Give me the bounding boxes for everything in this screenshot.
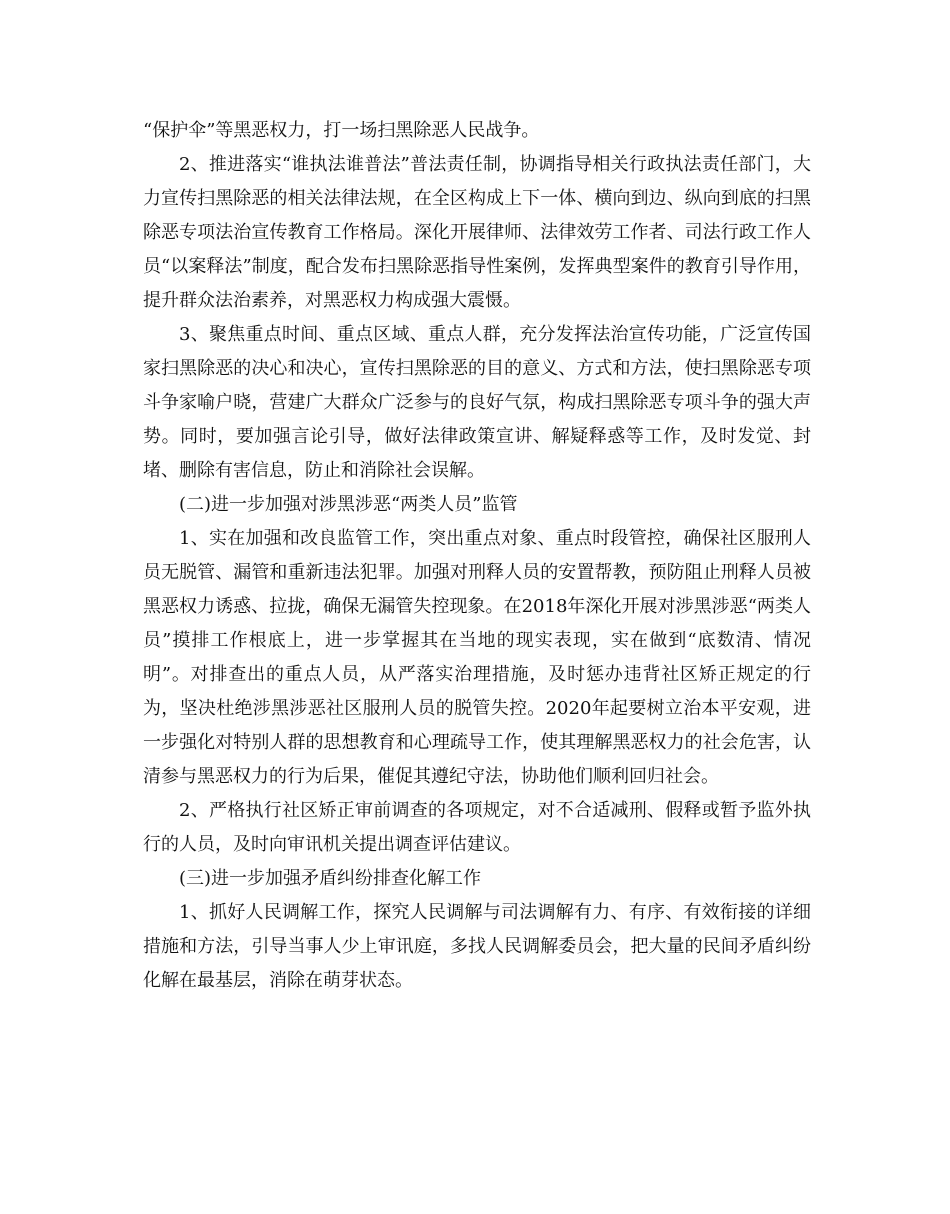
paragraph-supervision-2: 2、严格执行社区矫正审前调查的各项规定，对不合适减刑、假释或暂予监外执行的人员，及时向审讯机关提出调查评估建议。 <box>143 800 811 855</box>
paragraph-item-2-legal-education: 2、推进落实“谁执法谁普法”普法责任制，协调指导相关行政执法责任部门，大力宣传扫黑除恶的相关法律法规，在全区构成上下一体、横向到边、纵向到底的扫黑除恶专项法治宣传教育工作格局。深化开展律师、法律效劳工作者、司法行政工作人员“以案释法”制度，配合发布扫黑除恶指导性案例，发挥典型案件的教育引导作用，提升群众法治素养，对黑恶权力构成强大震慑。 <box>143 154 811 311</box>
section-heading-3: (三)进一步加强矛盾纠纷排查化解工作 <box>179 868 482 889</box>
section-heading-2: (二)进一步加强对涉黑涉恶“两类人员”监管 <box>179 494 518 515</box>
paragraph-item-3-publicity: 3、聚焦重点时间、重点区域、重点人群，充分发挥法治宣传功能，广泛宣传国家扫黑除恶的决心和决心，宣传扫黑除恶的目的意义、方式和方法，使扫黑除恶专项斗争家喻户晓，营建广大群众广泛参与的良好气氛，构成扫黑除恶专项斗争的强大声势。同时，要加强言论引导，做好法律政策宣讲、解疑释惑等工作，及时发觉、封堵、删除有害信息，防止和消除社会误解。 <box>143 324 811 481</box>
paragraph-supervision-1: 1、实在加强和改良监管工作，突出重点对象、重点时段管控，确保社区服刑人员无脱管、漏管和重新违法犯罪。加强对刑释人员的安置帮教，预防阻止刑释人员被黑恶权力诱惑、拉拢，确保无漏管失控现象。在2018年深化开展对涉黑涉恶“两类人员”摸排工作根底上，进一步掌握其在当地的现实表现，实在做到“底数清、情况明”。对排查出的重点人员，从严落实治理措施，及时惩办违背社区矫正规定的行为，坚决杜绝涉黑涉恶社区服刑人员的脱管失控。2020年起要树立治本平安观，进一步强化对特别人群的思想教育和心理疏导工作，使其理解黑恶权力的社会危害，认清参与黑恶权力的行为后果，催促其遵纪守法，协助他们顺利回归社会。 <box>143 528 811 787</box>
document-body <box>143 114 811 998</box>
paragraph-continuation: “保护伞”等黑恶权力，打一场扫黑除恶人民战争。 <box>143 120 540 141</box>
paragraph-mediation-1: 1、抓好人民调解工作，探究人民调解与司法调解有力、有序、有效衔接的详细措施和方法，引导当事人少上审讯庭，多找人民调解委员会，把大量的民间矛盾纠纷化解在最基层，消除在萌芽状态。 <box>143 902 811 991</box>
